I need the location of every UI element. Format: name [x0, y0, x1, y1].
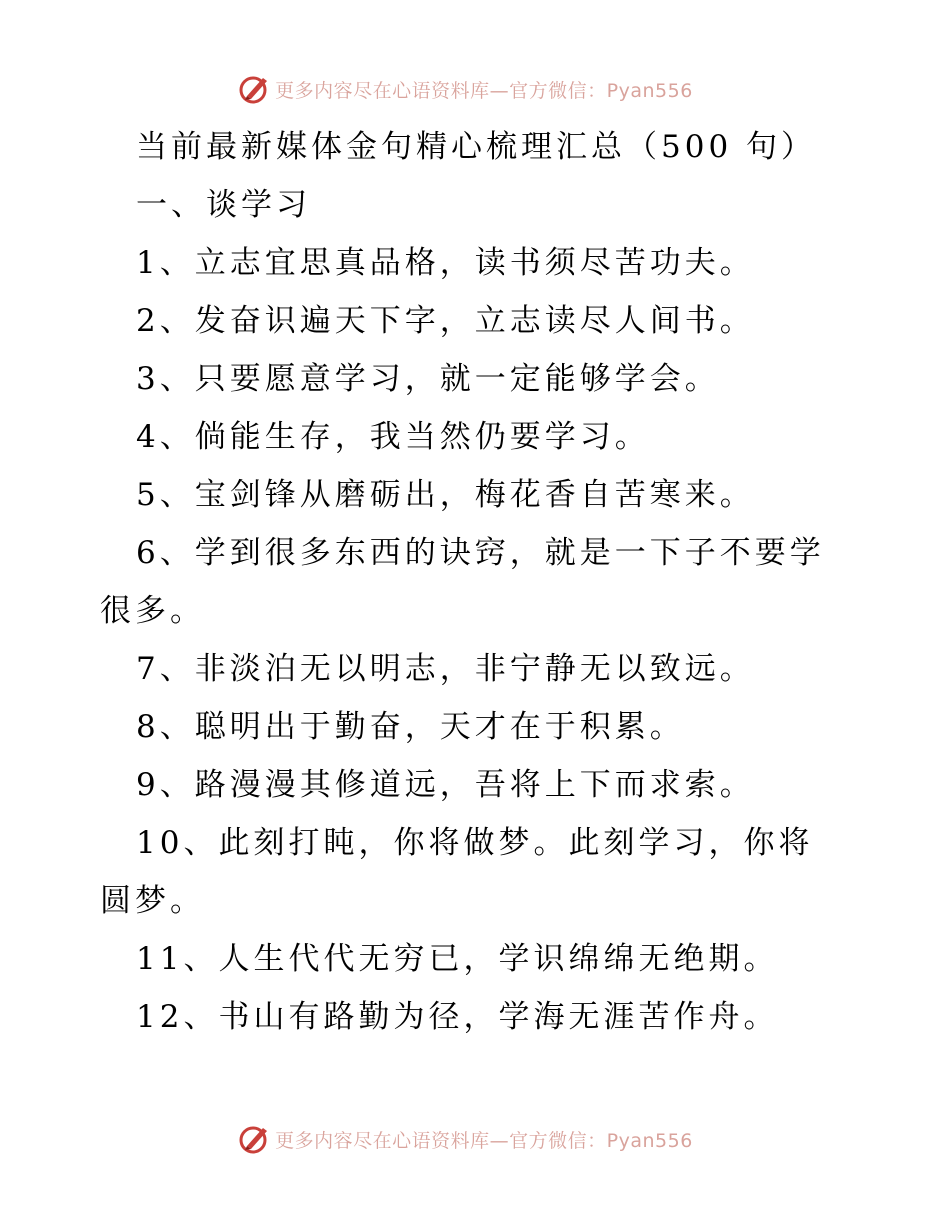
list-item: 5、宝剑锋从磨砺出，梅花香自苦寒来。: [136, 477, 755, 513]
list-item: 8、聪明出于勤奋，天才在于积累。: [136, 709, 685, 745]
list-item: 12、书山有路勤为径，学海无涯苦作舟。: [136, 999, 779, 1035]
watermark-text: 更多内容尽在心语资料库—官方微信：Pyan556: [275, 79, 693, 102]
section-heading: 一、谈学习: [136, 187, 311, 223]
list-item: 3、只要愿意学习，就一定能够学会。: [136, 361, 720, 397]
list-item: 6、学到很多东西的诀窍，就是一下子不要学很多。: [100, 535, 825, 629]
list-item: 10、此刻打盹，你将做梦。此刻学习，你将圆梦。: [100, 825, 814, 919]
list-item: 9、路漫漫其修道远，吾将上下而求索。: [136, 767, 755, 803]
document-title: 当前最新媒体金句精心梳理汇总（500 句）: [136, 129, 817, 165]
list-item: 11、人生代代无穷已，学识绵绵无绝期。: [136, 941, 779, 977]
pen-logo-icon: [237, 1122, 271, 1156]
watermark-text: 更多内容尽在心语资料库—官方微信：Pyan556: [275, 1129, 693, 1152]
list-item: 4、倘能生存，我当然仍要学习。: [136, 419, 650, 455]
list-item: 2、发奋识遍天下字，立志读尽人间书。: [136, 303, 755, 339]
watermark-footer: [0, 1122, 950, 1156]
list-item: 7、非淡泊无以明志，非宁静无以致远。: [136, 651, 755, 687]
list-item: 1、立志宜思真品格，读书须尽苦功夫。: [136, 245, 755, 281]
document-body: [100, 118, 840, 1046]
pen-logo-icon: [237, 72, 271, 106]
watermark-header: [0, 72, 950, 106]
